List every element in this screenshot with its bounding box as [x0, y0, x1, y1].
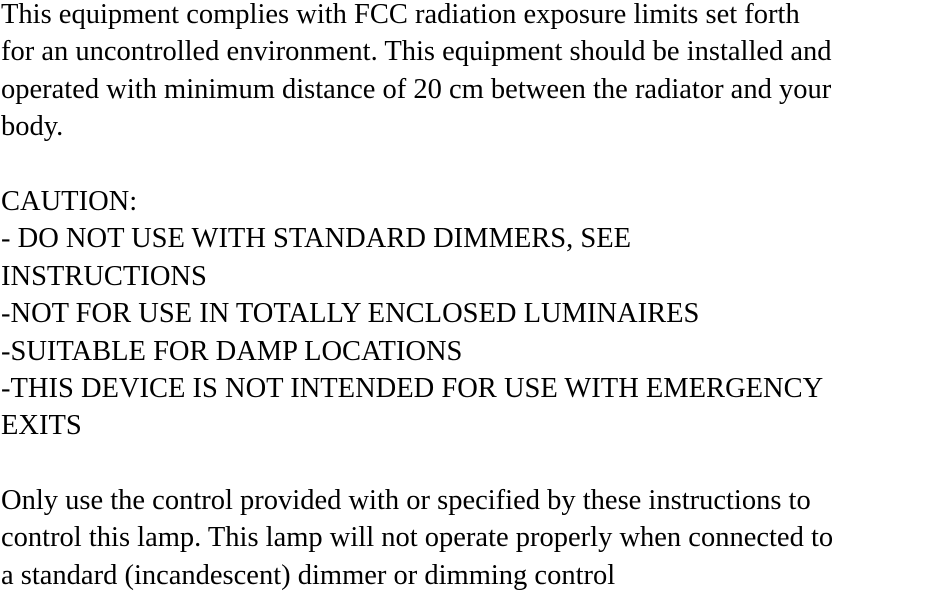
control-line: Only use the control provided with or specified by these instructions to	[1, 485, 811, 517]
caution-item: INSTRUCTIONS	[1, 260, 207, 292]
fcc-line: body.	[1, 111, 64, 143]
fcc-compliance-paragraph	[1, 0, 946, 146]
control-instructions-paragraph	[1, 482, 946, 594]
fcc-line: This equipment complies with FCC radiation exposure limits set forth	[1, 0, 800, 30]
caution-item: -THIS DEVICE IS NOT INTENDED FOR USE WITH EMERGENCY	[1, 372, 824, 404]
document-body	[1, 0, 946, 594]
control-line: control this lamp. This lamp will not operate properly when connected to	[1, 522, 834, 554]
paragraph-spacer	[1, 146, 946, 183]
fcc-line: for an uncontrolled environment. This equipment should be installed and	[1, 36, 832, 68]
caution-item: -SUITABLE FOR DAMP LOCATIONS	[1, 335, 463, 367]
fcc-line: operated with minimum distance of 20 cm between the radiator and your	[1, 73, 832, 105]
caution-item: - DO NOT USE WITH STANDARD DIMMERS, SEE	[1, 223, 632, 255]
caution-item: -NOT FOR USE IN TOTALLY ENCLOSED LUMINAIRES	[1, 298, 700, 330]
control-line: a standard (incandescent) dimmer or dimming control	[1, 559, 616, 591]
caution-section	[1, 183, 946, 445]
paragraph-spacer	[1, 445, 946, 482]
caution-item: EXITS	[1, 410, 82, 442]
caution-heading: CAUTION:	[1, 185, 138, 217]
